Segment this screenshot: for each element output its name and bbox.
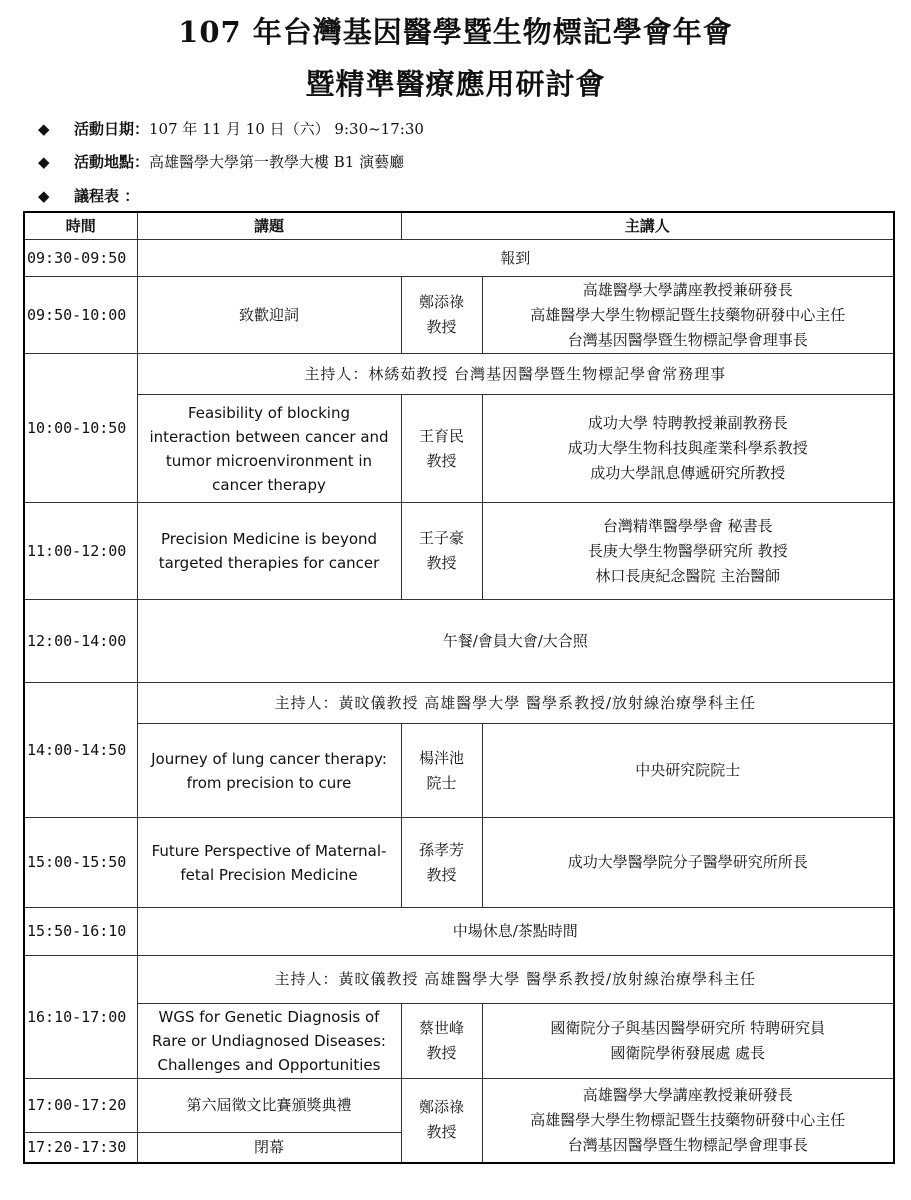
- speaker-cell: [401, 277, 482, 354]
- speaker-cell: [401, 503, 482, 600]
- speaker-cell: [401, 724, 482, 818]
- speaker-name: 蔡世峰: [418, 1019, 464, 1037]
- break-cell: 中場休息/茶點時間: [137, 908, 894, 956]
- event-location: [38, 151, 404, 173]
- speaker-name: 鄭添祿: [418, 1098, 464, 1117]
- topic-line: tumor microenvironment in: [165, 451, 373, 470]
- table-header-row: [24, 212, 894, 240]
- speaker-cell: [401, 818, 482, 908]
- time-cell: 12:00-14:00: [24, 600, 137, 683]
- date-value: 107 年 11 月 10 日（六） 9:30~17:30: [149, 120, 424, 138]
- moderator-cell: 主持人：林綉茹教授 台灣基因醫學暨生物標記學會常務理事: [137, 354, 894, 395]
- affiliation-line: 成功大學訊息傳遞研究所教授: [590, 464, 786, 482]
- affiliation-cell: [482, 1079, 894, 1163]
- table-row: [24, 395, 894, 503]
- time-cell: 11:00-12:00: [24, 503, 137, 600]
- topic-cell: [137, 818, 401, 908]
- topic-cell: 致歡迎詞: [137, 277, 401, 354]
- table-row: [24, 724, 894, 818]
- topic-line: Challenges and Opportunities: [157, 1056, 381, 1074]
- header-time: 時間: [24, 212, 137, 240]
- topic-cell: [137, 724, 401, 818]
- table-row: [24, 956, 894, 1004]
- lunch-cell: 午餐/會員大會/大合照: [137, 600, 894, 683]
- event-date: [38, 118, 424, 140]
- moderator-cell: 主持人：黃旼儀教授 高雄醫學大學 醫學系教授/放射線治療學科主任: [137, 683, 894, 724]
- topic-line: Rare or Undiagnosed Diseases:: [151, 1032, 386, 1050]
- location-value: 高雄醫學大學第一教學大樓 B1 演藝廳: [149, 153, 405, 171]
- table-row: [24, 354, 894, 395]
- affiliation-line: 高雄醫學大學講座教授兼研發長: [582, 280, 793, 299]
- time-cell: 10:00-10:50: [24, 354, 137, 503]
- topic-line: interaction between cancer and: [149, 427, 389, 446]
- table-row: [24, 1004, 894, 1079]
- agenda-label: 議程表 ：: [74, 187, 140, 205]
- topic-cell: [137, 395, 401, 503]
- topic-line: Journey of lung cancer therapy:: [151, 749, 387, 768]
- agenda-heading: [38, 185, 139, 207]
- topic-line: Precision Medicine is beyond: [160, 530, 378, 548]
- time-cell: 17:20-17:30: [24, 1133, 137, 1163]
- table-row: [24, 503, 894, 600]
- location-label: 活動地點：: [74, 153, 150, 171]
- affiliation-line: 國衛院分子與基因醫學研究所 特聘研究員: [550, 1019, 826, 1037]
- speaker-rank: 院士: [426, 773, 457, 792]
- speaker-cell: [401, 395, 482, 503]
- speaker-name: 王育民: [418, 426, 464, 445]
- topic-cell: 閉幕: [137, 1133, 401, 1163]
- affiliation-line: 成功大學 特聘教授兼副教務長: [587, 414, 788, 432]
- topic-line: WGS for Genetic Diagnosis of: [158, 1008, 380, 1026]
- header-topic: 講題: [137, 212, 401, 240]
- affiliation-line: 台灣基因醫學暨生物標記學會理事長: [567, 1135, 808, 1154]
- topic-line: cancer therapy: [212, 475, 326, 494]
- speaker-rank: 教授: [426, 554, 457, 572]
- topic-line: from precision to cure: [186, 773, 352, 792]
- speaker-name: 楊泮池: [418, 748, 464, 767]
- table-row: [24, 908, 894, 956]
- table-row: [24, 240, 894, 277]
- speaker-rank: 教授: [426, 318, 457, 336]
- affiliation-cell: [482, 1004, 894, 1079]
- speaker-rank: 教授: [426, 1123, 457, 1142]
- time-cell: 09:30-09:50: [24, 240, 137, 277]
- affiliation-line: 高雄醫學大學生物標記暨生技藥物研發中心主任: [530, 305, 846, 324]
- speaker-rank: 教授: [426, 1044, 457, 1062]
- affiliation-line: 林口長庚紀念醫院 主治醫師: [595, 566, 781, 585]
- topic-line: Feasibility of blocking: [188, 403, 350, 422]
- time-cell: 15:50-16:10: [24, 908, 137, 956]
- page-subtitle: 暨精準醫療應用研討會: [305, 67, 606, 101]
- time-cell: 15:00-15:50: [24, 818, 137, 908]
- table-row: [24, 1079, 894, 1133]
- affiliation-cell: [482, 277, 894, 354]
- speaker-cell: [401, 1004, 482, 1079]
- speaker-rank: 教授: [426, 865, 457, 884]
- time-cell: 14:00-14:50: [24, 683, 137, 818]
- topic-cell: [137, 1004, 401, 1079]
- topic-cell: 第六屆徵文比賽頒獎典禮: [137, 1079, 401, 1133]
- date-label: 活動日期：: [74, 120, 150, 138]
- affiliation-line: 台灣精準醫學學會 秘書長: [602, 516, 773, 535]
- affiliation-line: 台灣基因醫學暨生物標記學會理事長: [567, 330, 808, 349]
- table-row: [24, 600, 894, 683]
- speaker-cell: [401, 1079, 482, 1163]
- diamond-bullet-icon: ◆: [38, 120, 50, 138]
- registration-cell: 報到: [137, 240, 894, 277]
- time-cell: 17:00-17:20: [24, 1079, 137, 1133]
- affiliation-line: 成功大學生物科技與產業科學系教授: [567, 439, 808, 457]
- diamond-bullet-icon: ◆: [38, 153, 50, 171]
- table-row: [24, 818, 894, 908]
- topic-cell: [137, 503, 401, 600]
- affiliation-cell: [482, 503, 894, 600]
- time-cell: 16:10-17:00: [24, 956, 137, 1079]
- affiliation-cell: 中央研究院院士: [482, 724, 894, 818]
- affiliation-cell: [482, 395, 894, 503]
- table-row: [24, 683, 894, 724]
- moderator-cell: 主持人：黃旼儀教授 高雄醫學大學 醫學系教授/放射線治療學科主任: [137, 956, 894, 1004]
- diamond-bullet-icon: ◆: [38, 187, 50, 205]
- affiliation-line: 長庚大學生物醫學研究所 教授: [587, 541, 788, 560]
- speaker-name: 鄭添祿: [418, 293, 464, 311]
- affiliation-line: 高雄醫學大學生物標記暨生技藥物研發中心主任: [530, 1110, 846, 1129]
- affiliation-line: 國衛院學術發展處 處長: [610, 1044, 766, 1062]
- topic-line: targeted therapies for cancer: [158, 554, 380, 572]
- affiliation-line: 高雄醫學大學講座教授兼研發長: [582, 1085, 793, 1104]
- page-title: 107 年台灣基因醫學暨生物標記學會年會: [178, 15, 733, 49]
- speaker-rank: 教授: [426, 451, 457, 470]
- affiliation-cell: 成功大學醫學院分子醫學研究所所長: [482, 818, 894, 908]
- speaker-name: 孫孝芳: [418, 840, 464, 859]
- topic-line: Future Perspective of Maternal-: [151, 841, 387, 860]
- table-row: [24, 277, 894, 354]
- header-speaker: 主講人: [401, 212, 894, 240]
- agenda-table: [23, 211, 895, 1164]
- speaker-name: 王子豪: [418, 529, 464, 547]
- time-cell: 09:50-10:00: [24, 277, 137, 354]
- topic-line: fetal Precision Medicine: [180, 865, 358, 884]
